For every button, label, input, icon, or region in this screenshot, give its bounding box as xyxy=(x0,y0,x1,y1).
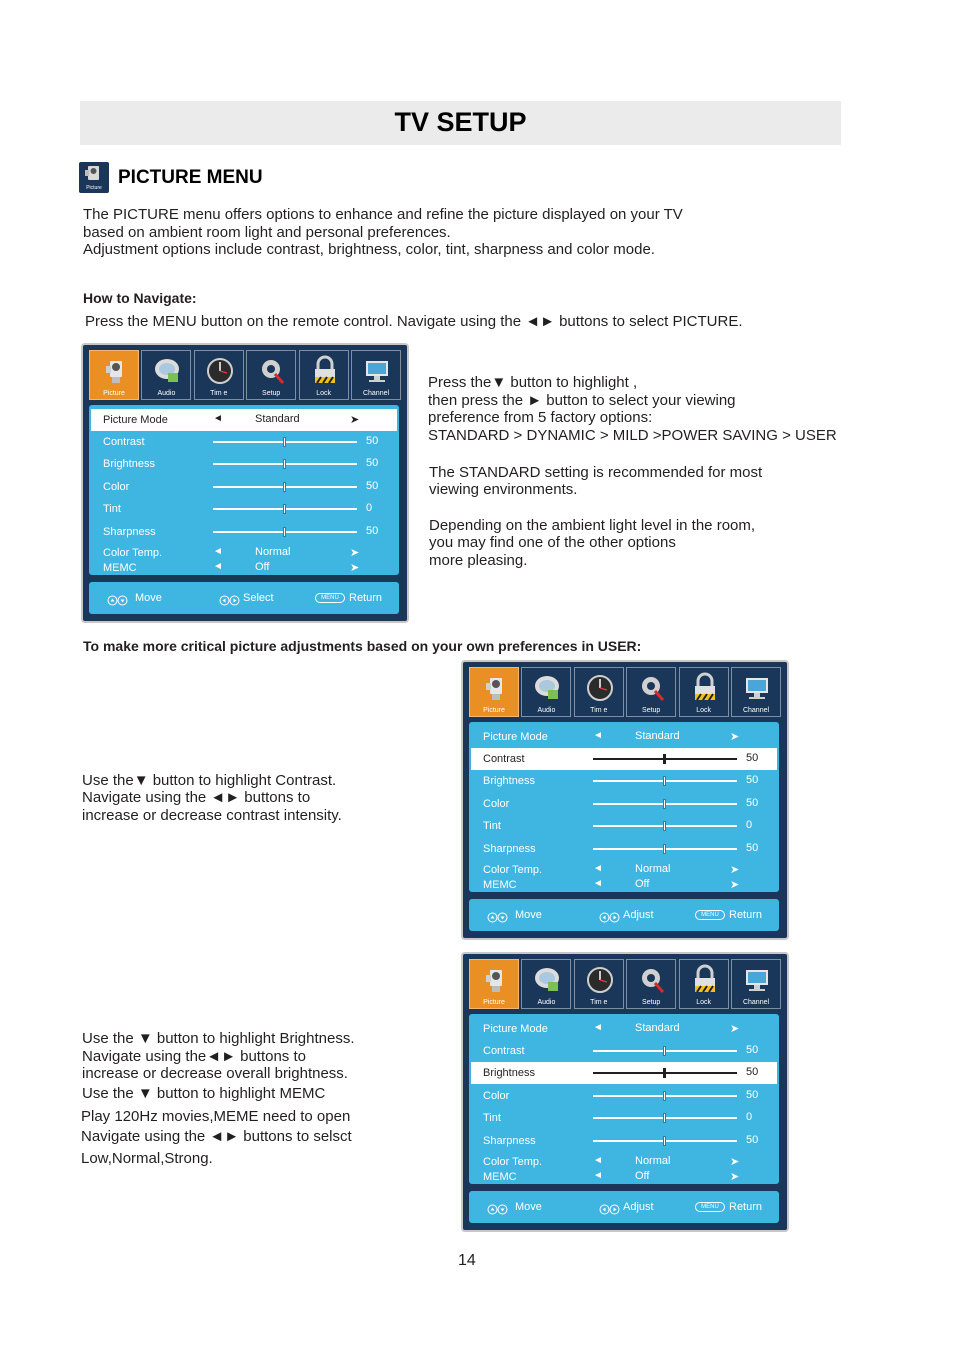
tab-audio[interactable] xyxy=(521,959,571,1009)
memc-value: Off xyxy=(635,1170,650,1182)
tab-label: Tim e xyxy=(210,390,228,397)
right-arrow-icon[interactable]: ➤ xyxy=(350,562,360,574)
slider-value: 50 xyxy=(746,1044,759,1056)
slider-value: 0 xyxy=(366,502,373,514)
tab-label: Setup xyxy=(262,390,281,397)
slider-label: Color xyxy=(483,798,510,810)
memc-row[interactable] xyxy=(471,874,777,896)
left-arrow-icon[interactable]: ◄ xyxy=(593,730,603,741)
tab-lock[interactable] xyxy=(679,959,729,1009)
standard-note-2: viewing environments. xyxy=(429,481,578,498)
left-right-keys-icon xyxy=(599,1202,621,1213)
slider-knob[interactable] xyxy=(663,1113,666,1123)
tv-menu-brightness xyxy=(461,952,789,1232)
ambient-note-2: you may find one of the other options xyxy=(429,534,676,551)
footer-return: Return xyxy=(729,909,763,921)
right-text-2: then press the ► button to select your viewing xyxy=(428,392,736,409)
slider-row-color[interactable] xyxy=(471,793,777,815)
slider-knob[interactable] xyxy=(663,844,666,854)
slider-value: 50 xyxy=(746,1089,759,1101)
slider-value: 0 xyxy=(746,1111,753,1123)
tab-audio[interactable] xyxy=(521,667,571,717)
menu-tabs xyxy=(469,959,781,1011)
tab-picture[interactable] xyxy=(89,350,139,400)
tab-label: Lock xyxy=(696,707,711,714)
slider-label: Sharpness xyxy=(483,1135,536,1147)
slider-label: Contrast xyxy=(483,753,525,765)
intro-line-1: The PICTURE menu offers options to enhance and refine the picture displayed on your TV xyxy=(83,206,683,223)
picture-mode-row[interactable] xyxy=(471,1018,777,1040)
ambient-note-1: Depending on the ambient light level in the room, xyxy=(429,517,756,534)
right-arrow-icon[interactable]: ➤ xyxy=(730,879,740,891)
tab-label: Audio xyxy=(157,390,176,397)
slider-label: Brightness xyxy=(483,1067,535,1079)
memc-value: Off xyxy=(635,878,650,890)
up-down-keys-icon xyxy=(487,910,509,921)
tab-picture[interactable] xyxy=(469,959,519,1009)
right-text-4: STANDARD > DYNAMIC > MILD >POWER SAVING > USER xyxy=(428,427,837,444)
picture-icon xyxy=(79,162,109,193)
tab-label: Channel xyxy=(742,707,770,714)
slider-value: 50 xyxy=(366,525,379,537)
tab-lock[interactable] xyxy=(679,667,729,717)
slider-knob[interactable] xyxy=(663,1091,666,1101)
left-arrow-icon[interactable]: ◄ xyxy=(593,863,603,874)
slider-value: 50 xyxy=(746,1134,759,1146)
tab-label: Setup xyxy=(642,707,661,714)
footer-move: Move xyxy=(515,1201,542,1213)
slider-row-contrast[interactable] xyxy=(471,748,777,770)
slider-knob[interactable] xyxy=(663,1136,666,1146)
slider-row-sharpness[interactable] xyxy=(471,1130,777,1152)
memc-value: Off xyxy=(255,561,270,573)
left-right-keys-icon xyxy=(599,910,621,921)
picture-mode-value: Standard xyxy=(635,730,680,742)
tab-time[interactable] xyxy=(574,959,624,1009)
slider-knob[interactable] xyxy=(663,754,666,764)
tab-label: Setup xyxy=(642,999,661,1006)
menu-footer xyxy=(89,582,399,614)
tab-channel[interactable] xyxy=(731,959,781,1009)
color-temp-value: Normal xyxy=(635,1155,671,1167)
picture-mode-label: Picture Mode xyxy=(483,731,548,743)
slider-knob[interactable] xyxy=(663,821,666,831)
tab-label: Picture xyxy=(483,707,505,714)
slider-row-color[interactable] xyxy=(91,476,397,498)
slider-value: 50 xyxy=(746,774,759,786)
brightness-text-3: increase or decrease overall brightness. xyxy=(82,1065,348,1082)
right-text-1: Press the▼ button to highlight , xyxy=(428,374,638,391)
left-right-keys-icon xyxy=(219,593,241,604)
tab-audio[interactable] xyxy=(141,350,191,400)
slider-label: Brightness xyxy=(103,458,155,470)
slider-value: 50 xyxy=(366,457,379,469)
navigate-heading: How to Navigate: xyxy=(83,290,197,306)
tab-label: Audio xyxy=(537,707,556,714)
brightness-text-1: Use the ▼ button to highlight Brightness. xyxy=(82,1030,355,1047)
tab-label: Tim e xyxy=(590,999,608,1006)
slider-knob[interactable] xyxy=(663,1046,666,1056)
menu-key-icon: MENU xyxy=(695,910,725,920)
menu-panel xyxy=(469,1014,779,1184)
tab-label: Audio xyxy=(537,999,556,1006)
slider-knob[interactable] xyxy=(663,799,666,809)
memc-row[interactable] xyxy=(471,1166,777,1188)
right-arrow-icon[interactable]: ➤ xyxy=(350,547,360,559)
right-arrow-icon[interactable]: ➤ xyxy=(730,864,740,876)
color-temp-label: Color Temp. xyxy=(103,547,163,559)
slider-row-tint[interactable] xyxy=(471,815,777,837)
picture-icon-label: Picture xyxy=(86,185,102,191)
footer-move: Move xyxy=(515,909,542,921)
slider-label: Tint xyxy=(483,820,501,832)
tab-picture[interactable] xyxy=(469,667,519,717)
slider-label: Tint xyxy=(103,503,121,515)
contrast-text-3: increase or decrease contrast intensity. xyxy=(82,807,342,824)
user-heading: To make more critical picture adjustments based on your own preferences in USER: xyxy=(83,638,642,654)
slider-row-color[interactable] xyxy=(471,1085,777,1107)
slider-row-brightness[interactable] xyxy=(471,770,777,792)
ambient-note-3: more pleasing. xyxy=(429,552,528,569)
tab-label: Lock xyxy=(696,999,711,1006)
menu-panel xyxy=(89,405,399,575)
color-temp-label: Color Temp. xyxy=(483,864,543,876)
left-arrow-icon[interactable]: ◄ xyxy=(213,561,223,572)
tab-time[interactable] xyxy=(574,667,624,717)
slider-label: Tint xyxy=(483,1112,501,1124)
right-arrow-icon[interactable]: ➤ xyxy=(350,414,360,426)
color-temp-value: Normal xyxy=(255,546,291,558)
tv-menu-contrast xyxy=(461,660,789,940)
picture-mode-row[interactable] xyxy=(91,409,397,431)
slider-value: 0 xyxy=(746,819,753,831)
brightness-text-6: Navigate using the ◄► buttons to selsct xyxy=(81,1128,352,1145)
picture-mode-row[interactable] xyxy=(471,726,777,748)
footer-return: Return xyxy=(729,1201,763,1213)
slider-label: Contrast xyxy=(483,1045,525,1057)
tab-time[interactable] xyxy=(194,350,244,400)
slider-value: 50 xyxy=(746,797,759,809)
tab-label: Channel xyxy=(742,999,770,1006)
brightness-text-5: Play 120Hz movies,MEME need to open xyxy=(81,1108,351,1125)
slider-knob[interactable] xyxy=(663,776,666,786)
slider-row-contrast[interactable] xyxy=(471,1040,777,1062)
brightness-text-4: Use the ▼ button to highlight MEMC xyxy=(82,1085,326,1102)
tab-setup[interactable] xyxy=(626,959,676,1009)
menu-key-icon: MENU xyxy=(315,593,345,603)
slider-label: Color xyxy=(103,481,130,493)
left-arrow-icon[interactable]: ◄ xyxy=(593,878,603,889)
slider-row-brightness[interactable] xyxy=(471,1062,777,1084)
memc-label: MEMC xyxy=(103,562,137,574)
picture-mode-value: Standard xyxy=(255,413,300,425)
slider-knob[interactable] xyxy=(663,1068,666,1078)
menu-footer xyxy=(469,1191,779,1223)
footer-action: Adjust xyxy=(623,909,654,921)
picture-mode-label: Picture Mode xyxy=(483,1023,548,1035)
intro-line-3: Adjustment options include contrast, brightness, color, tint, sharpness and color mode. xyxy=(83,241,655,258)
slider-knob[interactable] xyxy=(283,459,286,469)
menu-footer xyxy=(469,899,779,931)
left-arrow-icon[interactable]: ◄ xyxy=(213,546,223,557)
right-arrow-icon[interactable]: ➤ xyxy=(730,1023,740,1035)
footer-move: Move xyxy=(135,592,162,604)
left-arrow-icon[interactable]: ◄ xyxy=(593,1022,603,1033)
right-text-3: preference from 5 factory options: xyxy=(428,409,653,426)
tab-lock[interactable] xyxy=(299,350,349,400)
left-arrow-icon[interactable]: ◄ xyxy=(213,413,223,424)
slider-row-sharpness[interactable] xyxy=(91,521,397,543)
page-number: 14 xyxy=(458,1252,476,1269)
slider-value: 50 xyxy=(746,842,759,854)
slider-knob[interactable] xyxy=(283,504,286,514)
navigate-text: Press the MENU button on the remote control. Navigate using the ◄► buttons to select PICTURE. xyxy=(85,313,743,330)
slider-label: Sharpness xyxy=(103,526,156,538)
footer-action: Select xyxy=(243,592,274,604)
slider-value: 50 xyxy=(366,435,379,447)
tab-label: Tim e xyxy=(590,707,608,714)
slider-row-tint[interactable] xyxy=(91,498,397,520)
slider-row-brightness[interactable] xyxy=(91,453,397,475)
contrast-text-1: Use the▼ button to highlight Contrast. xyxy=(82,772,337,789)
slider-value: 50 xyxy=(746,1066,759,1078)
up-down-keys-icon xyxy=(107,593,129,604)
slider-label: Sharpness xyxy=(483,843,536,855)
color-temp-label: Color Temp. xyxy=(483,1156,543,1168)
slider-label: Color xyxy=(483,1090,510,1102)
brightness-text-2: Navigate using the◄► buttons to xyxy=(82,1048,306,1065)
contrast-text-2: Navigate using the ◄► buttons to xyxy=(82,789,311,806)
slider-label: Contrast xyxy=(103,436,145,448)
slider-knob[interactable] xyxy=(283,437,286,447)
left-arrow-icon[interactable]: ◄ xyxy=(593,1170,603,1181)
right-arrow-icon[interactable]: ➤ xyxy=(730,1171,740,1183)
up-down-keys-icon xyxy=(487,1202,509,1213)
menu-key-icon: MENU xyxy=(695,1202,725,1212)
brightness-text-7: Low,Normal,Strong. xyxy=(81,1150,213,1167)
page-title: TV SETUP xyxy=(394,107,527,137)
tab-setup[interactable] xyxy=(246,350,296,400)
slider-value: 50 xyxy=(746,752,759,764)
menu-tabs xyxy=(469,667,781,719)
tab-channel[interactable] xyxy=(731,667,781,717)
intro-line-2: based on ambient room light and personal preferences. xyxy=(83,224,451,241)
memc-label: MEMC xyxy=(483,879,517,891)
tab-label: Lock xyxy=(316,390,331,397)
picture-mode-label: Picture Mode xyxy=(103,414,168,426)
slider-row-sharpness[interactable] xyxy=(471,838,777,860)
tab-channel[interactable] xyxy=(351,350,401,400)
footer-return: Return xyxy=(349,592,383,604)
tab-setup[interactable] xyxy=(626,667,676,717)
tab-label: Picture xyxy=(103,390,125,397)
menu-tabs xyxy=(89,350,401,402)
section-title: PICTURE MENU xyxy=(118,167,263,188)
tab-label: Picture xyxy=(483,999,505,1006)
slider-knob[interactable] xyxy=(283,482,286,492)
standard-note-1: The STANDARD setting is recommended for most xyxy=(429,464,763,481)
slider-row-tint[interactable] xyxy=(471,1107,777,1129)
right-arrow-icon[interactable]: ➤ xyxy=(730,1156,740,1168)
tab-label: Channel xyxy=(362,390,390,397)
color-temp-value: Normal xyxy=(635,863,671,875)
menu-panel xyxy=(469,722,779,892)
title-bar xyxy=(80,101,841,145)
slider-knob[interactable] xyxy=(283,527,286,537)
picture-mode-value: Standard xyxy=(635,1022,680,1034)
slider-value: 50 xyxy=(366,480,379,492)
right-arrow-icon[interactable]: ➤ xyxy=(730,731,740,743)
tv-menu-picture-mode xyxy=(81,343,409,623)
memc-label: MEMC xyxy=(483,1171,517,1183)
left-arrow-icon[interactable]: ◄ xyxy=(593,1155,603,1166)
slider-label: Brightness xyxy=(483,775,535,787)
memc-row[interactable] xyxy=(91,557,397,579)
footer-action: Adjust xyxy=(623,1201,654,1213)
slider-row-contrast[interactable] xyxy=(91,431,397,453)
